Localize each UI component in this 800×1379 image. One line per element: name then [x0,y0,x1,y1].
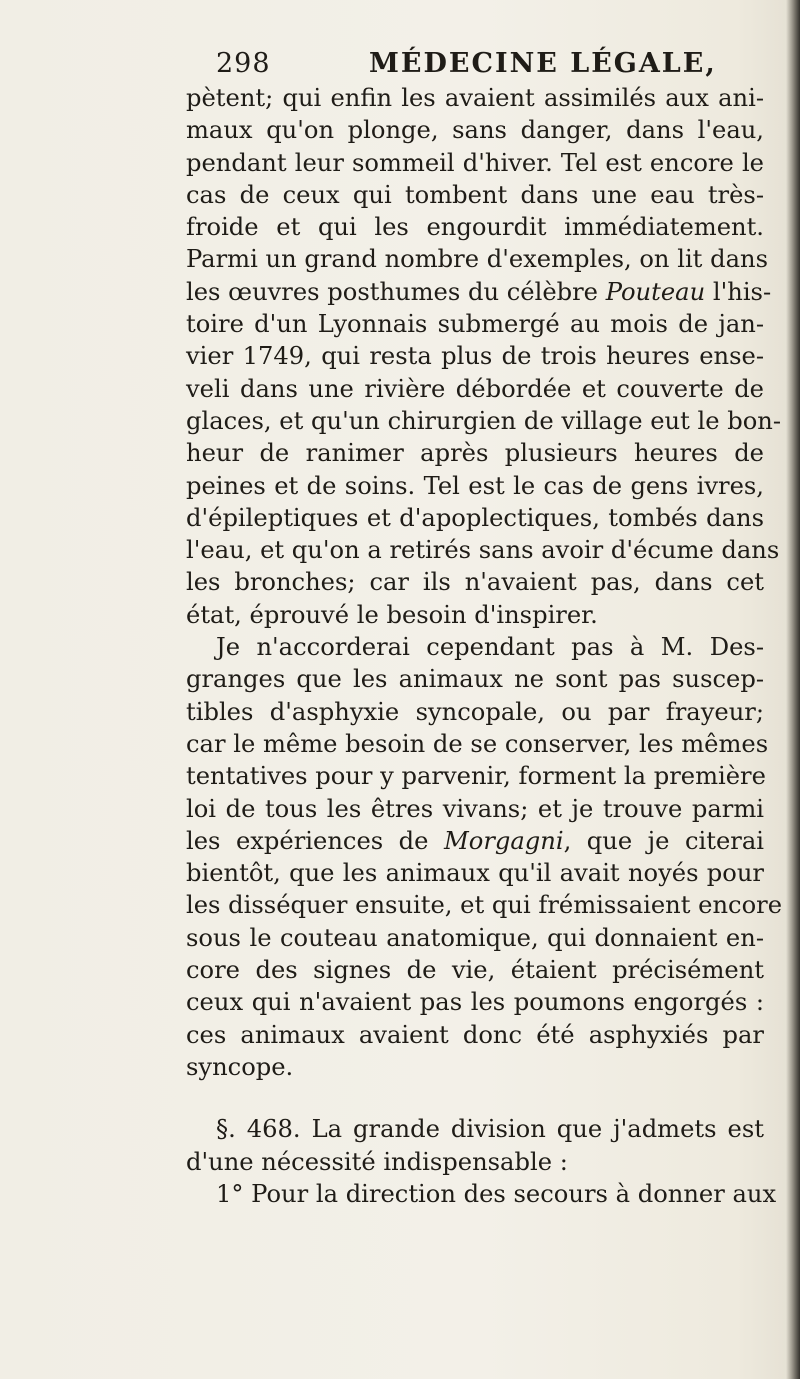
page-number: 298 [216,48,271,79]
text-line: tibles d'asphyxie syncopale, ou par frayeur; [186,697,764,726]
text-line: les disséquer ensuite, et qui frémissaient encore [186,891,783,920]
text-segment: les œuvres posthumes du célèbre [186,277,598,306]
italic-name-pouteau: Pouteau [605,277,706,306]
text-line: pendant leur sommeil d'hiver. Tel est encore le [186,148,764,177]
section-heading-line: §. 468. La grande division que j'admets est [216,1115,764,1144]
text-line: core des signes de vie, étaient précisément [186,956,764,985]
text-line: granges que les animaux ne sont pas suscep- [186,665,764,694]
text-line: l'eau, et qu'on a retirés sans avoir d'écume dans [186,536,780,565]
text-line: ces animaux avaient donc été asphyxiés par [186,1020,764,1049]
text-line: pètent; qui enfin les avaient assimilés aux ani- [186,84,764,112]
text-line: toire d'un Lyonnais submergé au mois de jan- [186,310,764,339]
text-line: froide et qui les engourdit immédiatement. [186,213,764,242]
text-segment: l'his- [705,277,772,306]
text-line: état, éprouvé le besoin d'inspirer. [186,600,598,629]
page-body-text [186,82,783,1210]
text-line: tentatives pour y parvenir, forment la première [186,762,766,791]
text-line: maux qu'on plonge, sans danger, dans l'eau, [186,116,764,145]
text-line: sous le couteau anatomique, qui donnaient en- [186,923,764,952]
text-segment: , que je citerai [563,826,764,855]
text-line: syncope. [186,1052,294,1081]
text-line: ceux qui n'avaient pas les poumons engorgés : [186,988,764,1017]
text-line: cas de ceux qui tombent dans une eau très- [186,180,764,209]
text-line: bientôt, que les animaux qu'il avait noyés pour [186,859,764,888]
page-binding-edge [786,0,800,1379]
paragraph-gap [186,1083,764,1113]
text-line-with-italic [186,276,772,308]
running-head [216,44,756,84]
text-line: peines et de soins. Tel est le cas de gens ivres, [186,471,764,500]
text-segment: les expériences de [186,826,429,855]
text-line: glaces, et qu'un chirurgien de village eut le bon- [186,406,782,435]
text-line: heur de ranimer après plusieurs heures de [186,439,764,468]
text-line: loi de tous les êtres vivans; et je trouve parmi [186,794,764,823]
text-line: vier 1749, qui resta plus de trois heures ense- [186,342,764,371]
text-line: Je n'accorderai cependant pas à M. Des- [216,633,764,662]
text-line: car le même besoin de se conserver, les mêmes [186,729,769,758]
italic-name-morgagni: Morgagni [443,826,564,855]
text-line-with-italic [186,825,764,857]
text-line: 1° Pour la direction des secours à donner aux [216,1179,777,1208]
text-line: les bronches; car ils n'avaient pas, dans cet [186,568,764,597]
text-line: Parmi un grand nombre d'exemples, on lit dans [186,245,768,274]
text-line: d'une nécessité indispensable : [186,1147,568,1176]
text-line: veli dans une rivière débordée et couverte de [186,374,764,403]
text-line: d'épileptiques et d'apoplectiques, tombés dans [186,503,764,532]
running-title: MÉDECINE LÉGALE, [369,48,717,79]
